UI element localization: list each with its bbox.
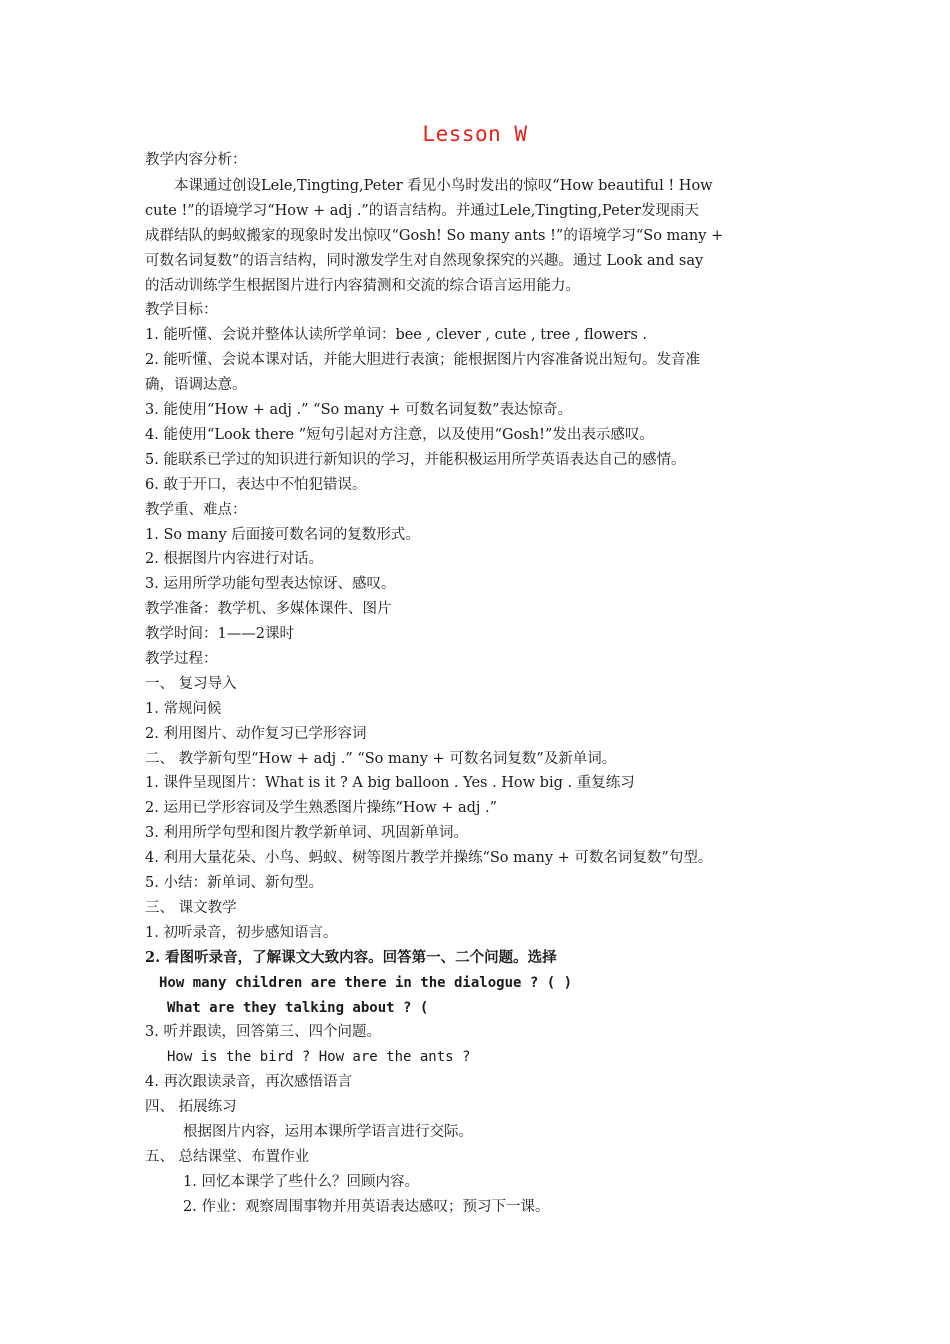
paragraph-line: 本课通过创设Lele,Tingting,Peter 看见小鸟时发出的惊叹“How beautiful ! How [145, 178, 713, 194]
section-heading: 教学重、难点： [145, 502, 247, 518]
list-item: 1. 初听录音，初步感知语言。 [145, 925, 338, 941]
list-item: 5. 小结：新单词、新句型。 [145, 875, 323, 891]
list-item: 4. 再次跟读录音，再次感悟语言 [145, 1074, 352, 1090]
list-item: 3. 能使用“How + adj .” “So many + 可数名词复数”表达惊奇。 [145, 402, 573, 418]
section-heading: 教学过程： [145, 651, 218, 667]
list-item: 1. 常规问候 [145, 701, 222, 717]
question-line: How many children are there in the dialogue ? ( ) [159, 975, 573, 991]
list-item: 2. 能听懂、会说本课对话，并能大胆进行表演；能根据图片内容准备说出短句。发音准 [145, 352, 700, 368]
list-item-continuation: 确，语调达意。 [145, 377, 247, 393]
list-item: 3. 利用所学句型和图片教学新单词、巩固新单词。 [145, 825, 468, 841]
list-item: 1. 能听懂、会说并整体认读所学单词：bee , clever , cute , tree , flowers . [145, 327, 648, 343]
step-heading: 一、 复习导入 [145, 676, 237, 692]
paragraph-line: cute !”的语境学习“How + adj .”的语言结构。并通过Lele,Tingting,Peter发现雨天 [145, 203, 700, 219]
list-item: 1. 回忆本课学了些什么？回顾内容。 [183, 1174, 419, 1190]
paragraph-line: 根据图片内容，运用本课所学语言进行交际。 [183, 1124, 473, 1140]
list-item: 3. 运用所学功能句型表达惊讶、感叹。 [145, 576, 396, 592]
list-item: 1. 课件呈现图片：What is it ? A big balloon . Yes . How big . 重复练习 [145, 775, 635, 791]
list-item: 4. 能使用“Look there ”短句引起对方注意，以及使用“Gosh!”发出表示感叹。 [145, 427, 654, 443]
list-item: 2. 运用已学形容词及学生熟悉图片操练“How + adj .” [145, 800, 498, 816]
list-item: 6. 敢于开口，表达中不怕犯错误。 [145, 477, 367, 493]
list-item: 2. 看图听录音，了解课文大致内容。回答第一、二个问题。选择 [145, 949, 557, 966]
question-line: How is the bird ? How are the ants ? [167, 1049, 471, 1065]
paragraph-line: 成群结队的蚂蚁搬家的现象时发出惊叹“Gosh! So many ants !”的语境学习“So many + [145, 228, 724, 244]
prep-line: 教学准备：教学机、多媒体课件、图片 [145, 601, 392, 617]
time-line: 教学时间：1——2课时 [145, 626, 294, 642]
step-heading: 四、 拓展练习 [145, 1099, 237, 1115]
step-heading: 五、 总结课堂、布置作业 [145, 1149, 310, 1165]
list-item: 2. 利用图片、动作复习已学形容词 [145, 726, 367, 742]
paragraph-line: 可数名词复数”的语言结构，同时激发学生对自然现象探究的兴趣。通过 Look and say [145, 253, 704, 269]
list-item: 4. 利用大量花朵、小鸟、蚂蚁、树等图片教学并操练“So many + 可数名词复数”句型。 [145, 850, 713, 866]
list-item: 3. 听并跟读，回答第三、四个问题。 [145, 1024, 381, 1040]
step-heading: 二、 教学新句型“How + adj .” “So many + 可数名词复数”及新单词。 [145, 751, 617, 767]
section-heading: 教学内容分析： [145, 152, 247, 168]
list-item: 5. 能联系已学过的知识进行新知识的学习，并能积极运用所学英语表达自己的感情。 [145, 452, 686, 468]
list-item: 2. 作业：观察周围事物并用英语表达感叹；预习下一课。 [183, 1199, 550, 1215]
step-heading: 三、 课文教学 [145, 900, 237, 916]
section-heading: 教学目标： [145, 302, 218, 318]
lesson-title: Lesson W [422, 122, 528, 146]
list-item: 1. So many 后面接可数名词的复数形式。 [145, 527, 420, 543]
question-line: What are they talking about ? ( [167, 1000, 429, 1016]
paragraph-line: 的活动训练学生根据图片进行内容猜测和交流的综合语言运用能力。 [145, 278, 580, 294]
list-item: 2. 根据图片内容进行对话。 [145, 551, 323, 567]
